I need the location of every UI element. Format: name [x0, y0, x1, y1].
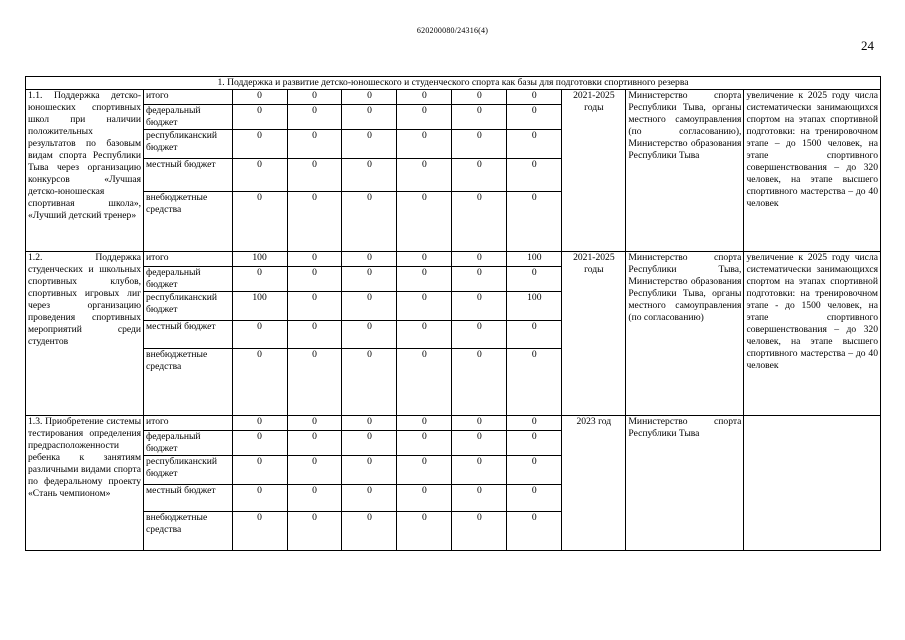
- funding-value: 0: [342, 292, 397, 321]
- funding-value: 0: [507, 431, 562, 456]
- funding-value: 100: [232, 292, 287, 321]
- funding-value: 0: [397, 512, 452, 551]
- expected-result: увеличение к 2025 году числа систематически занимающихся спортом на этапах спортивной подготовки: на тренировочном этапе - до 1500 человек, на этапе спортивного совершенствования – до 320 человек, на этапе высшего спортивного мастерства – до 40 человек: [744, 252, 881, 416]
- funding-value: 0: [397, 192, 452, 252]
- funding-value: 0: [397, 105, 452, 130]
- funding-value: 0: [342, 159, 397, 192]
- funding-value: 0: [232, 267, 287, 292]
- funding-source: внебюджетные средства: [144, 512, 233, 551]
- funding-value: 0: [342, 105, 397, 130]
- funding-value: 0: [287, 192, 342, 252]
- funding-value: 0: [342, 416, 397, 431]
- funding-value: 0: [287, 512, 342, 551]
- funding-value: 0: [287, 321, 342, 349]
- funding-value: 0: [342, 349, 397, 416]
- funding-value: 0: [287, 292, 342, 321]
- funding-value: 0: [287, 252, 342, 267]
- funding-value: 0: [397, 456, 452, 485]
- funding-source: местный бюджет: [144, 485, 233, 512]
- table-row: [26, 252, 881, 267]
- funding-value: 0: [287, 267, 342, 292]
- responsible-executor: Министерство спорта Республики Тыва, органы местного самоуправления (по согласованию), Министерство образования Республики Тыва: [626, 90, 744, 252]
- funding-value: 0: [507, 105, 562, 130]
- funding-value: 0: [397, 159, 452, 192]
- funding-value: 100: [232, 252, 287, 267]
- funding-source: итого: [144, 90, 233, 105]
- funding-value: 0: [342, 192, 397, 252]
- funding-value: 0: [452, 252, 507, 267]
- funding-value: 0: [287, 130, 342, 159]
- funding-value: 0: [342, 130, 397, 159]
- funding-value: 0: [232, 192, 287, 252]
- implementation-period: 2023 год: [562, 416, 626, 551]
- page-number: 24: [861, 38, 874, 53]
- funding-source: федеральный бюджет: [144, 267, 233, 292]
- funding-value: 0: [452, 90, 507, 105]
- funding-value: 0: [232, 416, 287, 431]
- funding-value: 0: [507, 267, 562, 292]
- funding-value: 0: [452, 456, 507, 485]
- document-code: 620200080/24316(4): [416, 26, 489, 35]
- funding-value: 0: [232, 321, 287, 349]
- funding-value: 0: [397, 292, 452, 321]
- funding-value: 0: [397, 416, 452, 431]
- funding-source: республиканский бюджет: [144, 292, 233, 321]
- funding-value: 0: [342, 90, 397, 105]
- funding-source: местный бюджет: [144, 159, 233, 192]
- funding-source: итого: [144, 252, 233, 267]
- funding-value: 0: [452, 485, 507, 512]
- implementation-period: 2021-2025 годы: [562, 252, 626, 416]
- responsible-executor: Министерство спорта Республики Тыва: [626, 416, 744, 551]
- funding-value: 0: [507, 130, 562, 159]
- funding-value: 0: [342, 431, 397, 456]
- funding-value: 0: [507, 456, 562, 485]
- funding-source: республиканский бюджет: [144, 130, 233, 159]
- funding-value: 0: [507, 192, 562, 252]
- implementation-period: 2021-2025 годы: [562, 90, 626, 252]
- funding-value: 0: [397, 431, 452, 456]
- funding-source: местный бюджет: [144, 321, 233, 349]
- funding-value: 0: [287, 485, 342, 512]
- funding-value: 0: [507, 485, 562, 512]
- table-row: [26, 90, 881, 105]
- funding-value: 0: [397, 252, 452, 267]
- funding-value: 0: [397, 321, 452, 349]
- funding-value: 0: [232, 105, 287, 130]
- funding-source: внебюджетные средства: [144, 192, 233, 252]
- funding-source: итого: [144, 416, 233, 431]
- funding-value: 0: [452, 349, 507, 416]
- funding-value: 100: [507, 252, 562, 267]
- funding-source: внебюджетные средства: [144, 349, 233, 416]
- funding-value: 0: [452, 267, 507, 292]
- funding-value: 0: [287, 105, 342, 130]
- funding-value: 0: [342, 267, 397, 292]
- funding-value: 0: [452, 416, 507, 431]
- funding-value: 0: [507, 349, 562, 416]
- funding-value: 0: [232, 485, 287, 512]
- funding-value: 0: [287, 159, 342, 192]
- funding-source: республиканский бюджет: [144, 456, 233, 485]
- activity-name: 1.1. Поддержка детско-юношеских спортивных школ при наличии положительных результатов по базовым видам спорта Республики Тыва через организацию конкурсов «Лучшая детско-юношеская спортивная школа», «Лучший детский тренер»: [26, 90, 144, 252]
- funding-source: федеральный бюджет: [144, 105, 233, 130]
- funding-value: 0: [342, 321, 397, 349]
- activity-name: 1.2. Поддержка студенческих и школьных спортивных клубов, спортивных игровых лиг через организацию проведения спортивных мероприятий среди студентов: [26, 252, 144, 416]
- funding-value: 0: [232, 349, 287, 416]
- section-row: [26, 77, 881, 90]
- funding-value: 0: [507, 159, 562, 192]
- funding-value: 0: [452, 192, 507, 252]
- funding-value: 0: [507, 90, 562, 105]
- funding-value: 0: [507, 321, 562, 349]
- funding-value: 100: [507, 292, 562, 321]
- funding-value: 0: [452, 159, 507, 192]
- funding-value: 0: [287, 456, 342, 485]
- funding-value: 0: [452, 321, 507, 349]
- funding-value: 0: [507, 512, 562, 551]
- funding-value: 0: [397, 90, 452, 105]
- funding-value: 0: [452, 512, 507, 551]
- table-row: [26, 416, 881, 431]
- funding-value: 0: [397, 130, 452, 159]
- funding-value: 0: [287, 349, 342, 416]
- activity-name: 1.3. Приобретение системы тестирования определения предрасположенности ребенка к занятиям различными видами спорта по федеральному проекту «Стань чемпионом»: [26, 416, 144, 551]
- funding-value: 0: [342, 512, 397, 551]
- funding-value: 0: [232, 512, 287, 551]
- expected-result: увеличение к 2025 году числа систематически занимающихся спортом на этапах спортивной подготовки: на тренировочном этапе – до 1500 человек, на этапе спортивного совершенствования – до 320 человек, на этапе высшего спортивного мастерства – до 40 человек: [744, 90, 881, 252]
- funding-value: 0: [342, 456, 397, 485]
- funding-source: федеральный бюджет: [144, 431, 233, 456]
- section-title: 1. Поддержка и развитие детско-юношеского и студенческого спорта как базы для подготовки спортивного резерва: [26, 77, 881, 90]
- funding-value: 0: [507, 416, 562, 431]
- responsible-executor: Министерство спорта Республики Тыва, Министерство образования Республики Тыва, органы местного самоуправления (по согласованию): [626, 252, 744, 416]
- funding-value: 0: [342, 485, 397, 512]
- funding-value: 0: [287, 90, 342, 105]
- funding-value: 0: [232, 431, 287, 456]
- funding-value: 0: [397, 485, 452, 512]
- funding-value: 0: [232, 130, 287, 159]
- funding-value: 0: [287, 416, 342, 431]
- funding-value: 0: [397, 267, 452, 292]
- expected-result: [744, 416, 881, 551]
- funding-value: 0: [397, 349, 452, 416]
- funding-value: 0: [452, 431, 507, 456]
- funding-value: 0: [232, 456, 287, 485]
- program-table: [25, 76, 881, 551]
- funding-value: 0: [342, 252, 397, 267]
- funding-value: 0: [232, 90, 287, 105]
- funding-value: 0: [452, 130, 507, 159]
- funding-value: 0: [452, 292, 507, 321]
- funding-value: 0: [452, 105, 507, 130]
- funding-value: 0: [232, 159, 287, 192]
- funding-value: 0: [287, 431, 342, 456]
